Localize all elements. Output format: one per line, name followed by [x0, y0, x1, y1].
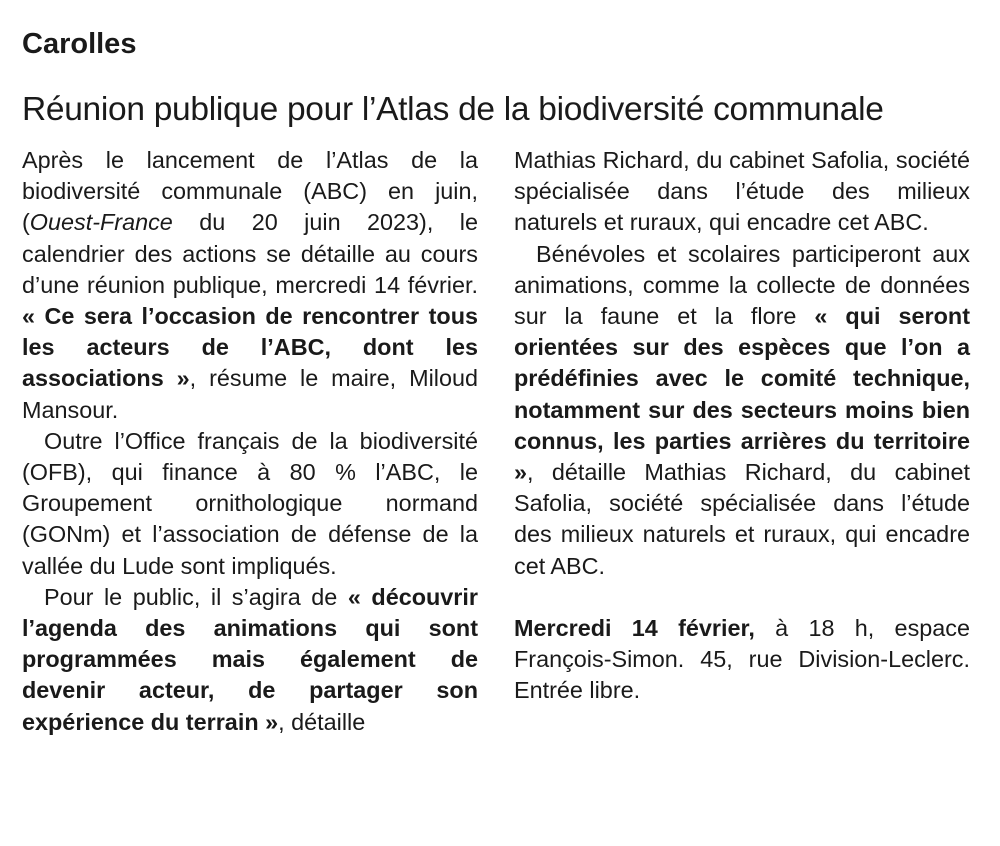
- intro-text: Après le lancement de l’Atlas de la biodiversité communale (ABC) en juin, (: [22, 147, 478, 236]
- source-citation: Ouest-France: [29, 209, 173, 236]
- volunteers-text: Bénévoles et scolaires participeront aux animations, comme la collecte de données sur la faune et la flore: [514, 240, 970, 330]
- event-info: [514, 613, 970, 707]
- article-column-left: [22, 145, 478, 738]
- event-date: Mercredi 14 février,: [514, 614, 755, 641]
- paragraph-spacer: [514, 582, 970, 613]
- paragraph-public-continued: Mathias Richard, du cabinet Safolia, société spécialisée dans l’étude des milieux naturels et ruraux, qui encadre cet ABC.: [514, 147, 970, 236]
- article-headline: Réunion publique pour l’Atlas de la biodiversité communale: [22, 91, 884, 128]
- public-quote: « découvrir l’agenda des animations qui sont programmées mais également de devenir acteur, de partager son expérience du terrain »: [22, 583, 478, 735]
- mayor-quote: « Ce sera l’occasion de rencontrer tous les acteurs de l’ABC, dont les associations »: [22, 303, 478, 392]
- public-text: Pour le public, il s’agira de: [44, 583, 348, 610]
- article-column-right: [514, 145, 970, 706]
- paragraph-partners: Outre l’Office français de la biodiversité (OFB), qui finance à 80 % l’ABC, le Groupement ornithologique normand (GONm) et l’association de défense de la vallée du Lude sont impliqués.: [22, 427, 478, 579]
- volunteers-quote: « qui seront orientées sur des espèces que l’on a prédéfinies avec le comité technique, notamment sur des secteurs moins bien connus, les parties arrières du territoire »: [514, 303, 970, 486]
- paragraph-volunteers: [514, 239, 970, 582]
- public-attribution: , détaille: [278, 708, 366, 735]
- volunteers-attribution: , détaille Mathias Richard, du cabinet Safolia, société spécialisée dans l’étude des milieux naturels et ruraux, qui encadre cet ABC.: [514, 459, 970, 579]
- paragraph-intro: [22, 145, 478, 426]
- event-details: à 18 h, espace François-Simon. 45, rue Division-Leclerc. Entrée libre.: [514, 614, 970, 704]
- intro-text-cont: du 20 juin 2023), le calendrier des actions se détaille au cours d’une réunion publique, mercredi 14 février.: [22, 209, 478, 298]
- article-kicker: Carolles: [22, 28, 137, 60]
- intro-attribution: , résume le maire, Miloud Mansour.: [22, 365, 478, 423]
- paragraph-public: [22, 582, 478, 738]
